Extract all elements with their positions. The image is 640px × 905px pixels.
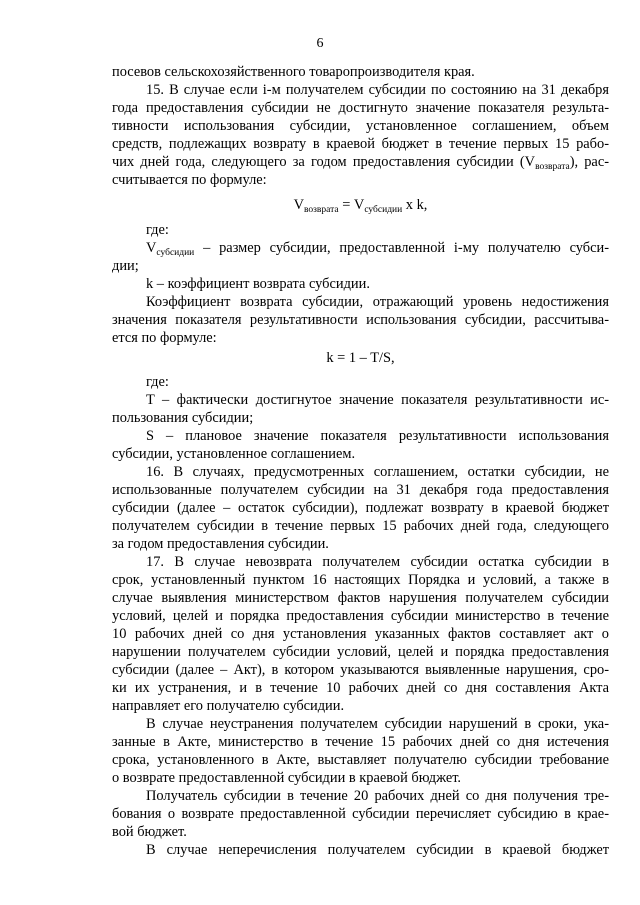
text-line: направляет его получателю субсидии. [112, 698, 345, 714]
text-line: считывается по формуле: [112, 172, 267, 188]
page-number: 6 [316, 36, 324, 51]
text-line: тивности использования субсидии, установленное соглашением, объем [112, 118, 609, 134]
text-line: В случае неустранения получателем субсидии нарушений в сроки, ука- [146, 716, 609, 732]
text-line: бования о возврате предоставленной субсидии перечисляет субсидию в крае- [112, 806, 609, 822]
text-line: ки их устранения, и в течение 10 рабочих дней со дня составления Акта [112, 680, 609, 696]
text-line: субсидии (далее – Акт), в котором указываются выявленные нарушения, сро- [112, 662, 609, 678]
subscript: возврата [535, 162, 570, 172]
text-line: условий, целей и порядка предоставления субсидии министерство в течение [112, 608, 609, 624]
text-line: получателем субсидии в течение первых 15 рабочих дней года, следующего [112, 518, 609, 534]
text-line: k – коэффициент возврата субсидии. [146, 276, 370, 292]
text-line: где: [146, 222, 169, 238]
text-fragment: чих дней года, следующего за годом предоставления субсидии (V [112, 154, 536, 170]
text-line: нарушении получателем субсидии условий, целей и порядка предоставления [112, 644, 609, 660]
text-line: средств, подлежащих возврату в краевой бюджет в течение первых 15 рабо- [112, 136, 609, 152]
text-line: ется по формуле: [112, 330, 217, 346]
text-line: 16. В случаях, предусмотренных соглашением, остатки субсидии, не [146, 464, 609, 480]
formula: k = 1 – T/S, [326, 350, 395, 366]
text-line: посевов сельскохозяйственного товаропроизводителя края. [112, 64, 475, 80]
text-line: 10 рабочих дней со дня установления указанных фактов составляет акт о [112, 626, 609, 642]
text-fragment: ), рас- [569, 154, 609, 170]
text-line: дии; [112, 258, 139, 274]
text-line: пользования субсидии; [112, 410, 254, 426]
text-line: вой бюджет. [112, 824, 187, 840]
text-line: года предоставления субсидии не достигнуто значение показателя результа- [112, 100, 609, 116]
text-line: 17. В случае невозврата получателем субсидии остатка субсидии в [146, 554, 609, 570]
text-line: Получатель субсидии в течение 20 рабочих дней со дня получения тре- [146, 788, 609, 804]
text-line: использованные получателем субсидии на 31 декабря года предоставления [112, 482, 609, 498]
text-line: T – фактически достигнутое значение показателя результативности ис- [146, 392, 609, 408]
text-line: о возврате предоставленной субсидии в краевой бюджет. [112, 770, 462, 786]
text-line: значения показателя результативности использования субсидии, рассчитыва- [112, 312, 609, 328]
text-line: занные в Акте, министерство в течение 15 рабочих дней со дня истечения [112, 734, 609, 750]
text-line: В случае неперечисления получателем субсидии в краевой бюджет [146, 842, 609, 858]
text-line: Коэффициент возврата субсидии, отражающий уровень недостижения [146, 294, 609, 310]
text-line: за годом предоставления субсидии. [112, 536, 329, 552]
text-line: срока, установленного в Акте, выставляет получателю субсидии требование [112, 752, 609, 768]
text-line: субсидии, установленное соглашением. [112, 446, 356, 462]
text-line: случае выявления министерством фактов нарушения получателем субсидии [112, 590, 609, 606]
formula: $V_{возврата} = V_{субсидии}$ x k, [293, 197, 428, 215]
text-line [112, 153, 609, 171]
text-line: S – плановое значение показателя результативности использования [146, 428, 609, 444]
text-line: срок, установленный пунктом 16 настоящих Порядка и условий, а также в [112, 572, 609, 588]
text-line: $V_{субсидии}$ – размер субсидии, предоставленной i-му получателю субси- [146, 240, 609, 258]
text-line: субсидии (далее – остаток субсидии), подлежат возврату в краевой бюджет [112, 500, 609, 516]
text-line: 15. В случае если i-м получателем субсидии по состоянию на 31 декабря [146, 82, 609, 98]
text-line: где: [146, 374, 169, 390]
